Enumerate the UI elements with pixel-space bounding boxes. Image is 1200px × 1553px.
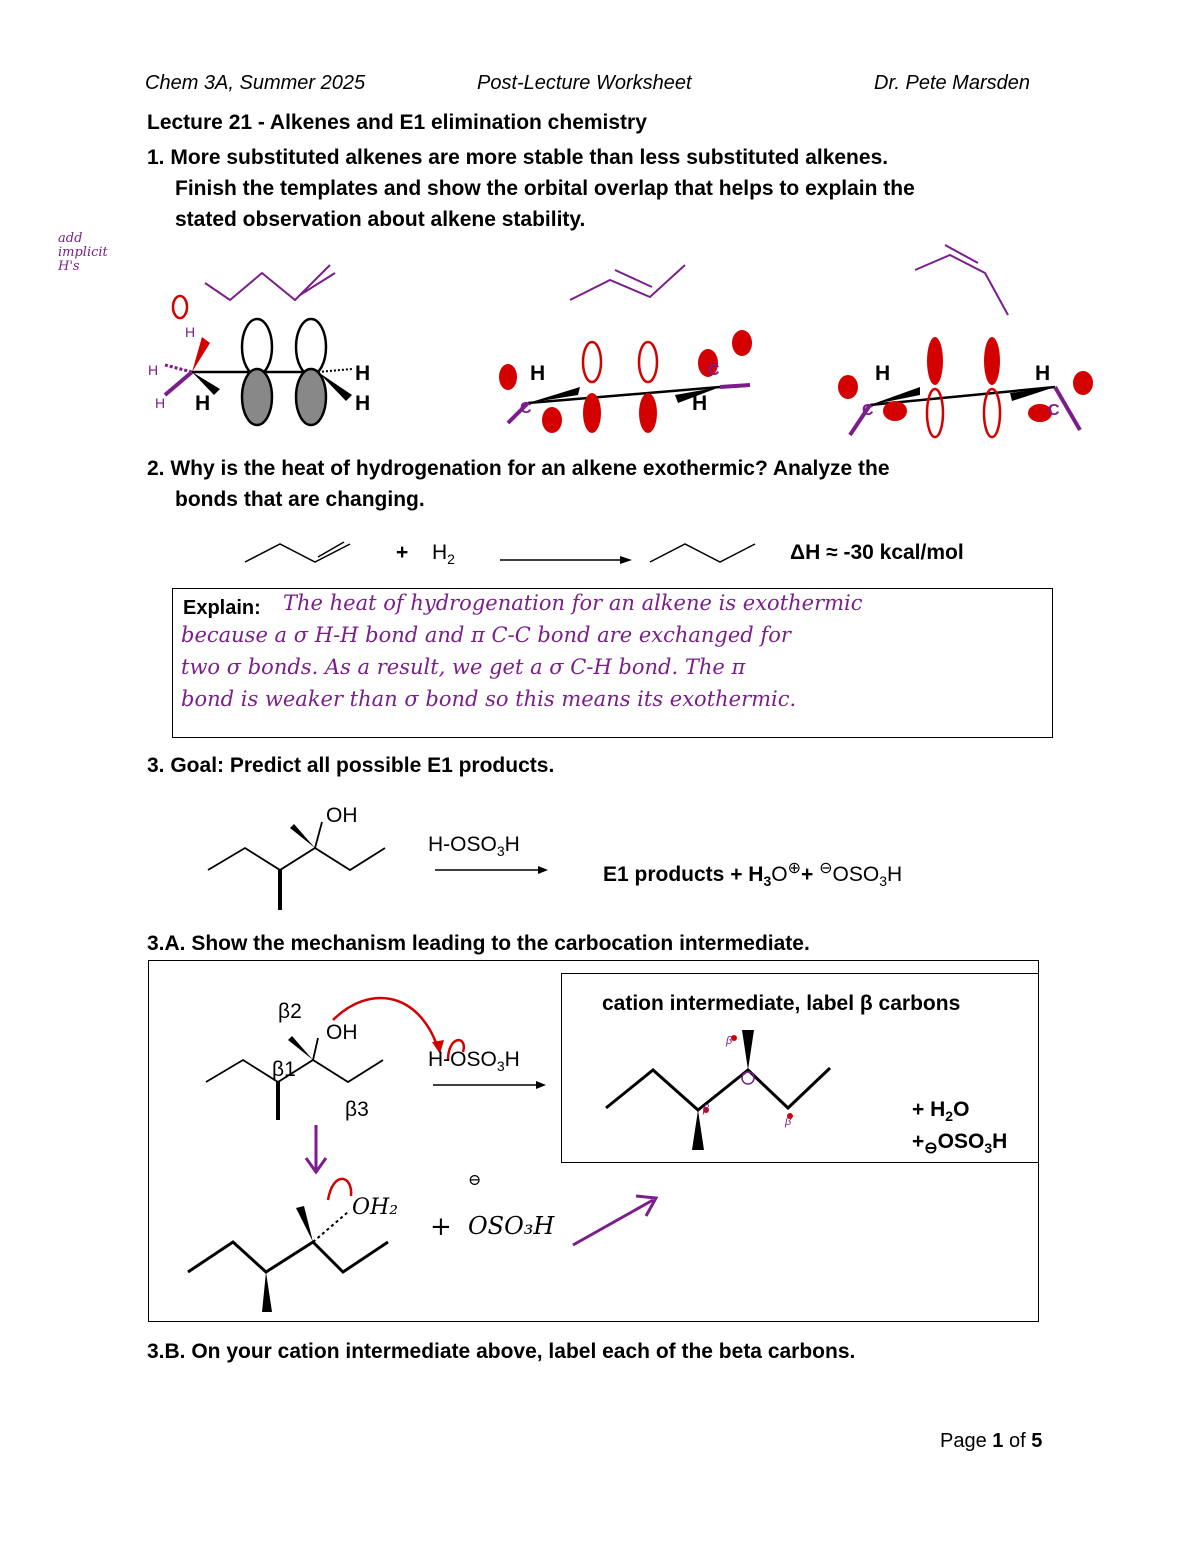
q1-line2: Finish the templates and show the orbital overlap that helps to explain the bbox=[175, 177, 915, 200]
alcohol-structure bbox=[200, 800, 560, 920]
h-label: H bbox=[195, 392, 211, 415]
h-label: H bbox=[875, 362, 891, 385]
svg-text:C: C bbox=[862, 402, 874, 419]
page-number: Page 1 of 5 bbox=[940, 1430, 1043, 1452]
h-label: H bbox=[148, 362, 159, 378]
orbital-diagrams bbox=[130, 225, 1130, 460]
h-label: H bbox=[1035, 362, 1051, 385]
oh-label-mech: OH bbox=[326, 1021, 358, 1044]
beta1-label: β1 bbox=[272, 1058, 296, 1081]
header-instructor: Dr. Pete Marsden bbox=[874, 72, 1030, 94]
q1-line3: stated observation about alkene stability. bbox=[175, 208, 586, 231]
delta-h: ΔH ≈ -30 kcal/mol bbox=[790, 541, 964, 564]
beta3-label: β3 bbox=[345, 1098, 369, 1121]
svg-text:C: C bbox=[708, 362, 720, 379]
margin-note: add implicit H's bbox=[58, 231, 108, 274]
hand-oso3h: OSO₃H bbox=[468, 1212, 555, 1240]
products-label: E1 products + $H_3O^\oplus+ ^⊖OSO_3H$ bbox=[603, 860, 903, 890]
h-label: H bbox=[155, 395, 166, 411]
hydrogenation-scheme bbox=[240, 530, 760, 575]
header-worksheet: Post-Lecture Worksheet bbox=[477, 72, 692, 94]
beta-mark: β bbox=[726, 1035, 733, 1047]
h-label: H bbox=[355, 362, 371, 385]
svg-text:C: C bbox=[1048, 402, 1060, 419]
beta-mark: β bbox=[703, 1103, 710, 1115]
h-label: H bbox=[185, 324, 196, 340]
svg-text:C: C bbox=[520, 400, 532, 417]
beta2-label: β2 bbox=[278, 1000, 302, 1023]
h-label: H bbox=[355, 392, 371, 415]
answer-line: bond is weaker than σ bond so this means its exothermic. bbox=[181, 687, 797, 711]
water-label: + $H_2O$ bbox=[912, 1098, 970, 1125]
page-title: Lecture 21 - Alkenes and E1 elimination chemistry bbox=[147, 111, 647, 134]
reagent-label: $H-OSO_3H$ bbox=[428, 833, 520, 860]
orbital-diagram-2 bbox=[499, 265, 752, 433]
q1-line1: 1. More substituted alkenes are more stable than less substituted alkenes. bbox=[147, 146, 889, 169]
answer-line: The heat of hydrogenation for an alkene is exothermic bbox=[283, 591, 863, 615]
cation-label: cation intermediate, label β carbons bbox=[602, 992, 961, 1015]
orbital-diagram-3 bbox=[838, 245, 1093, 437]
explain-label: Explain: bbox=[183, 597, 261, 619]
q3-goal: 3. Goal: Predict all possible E1 products. bbox=[147, 754, 555, 777]
reagent-label-mech: $H-OSO_3H$ bbox=[428, 1048, 520, 1075]
q3b-prompt: 3.B. On your cation intermediate above, label each of the beta carbons. bbox=[147, 1340, 856, 1363]
header-course: Chem 3A, Summer 2025 bbox=[145, 72, 366, 94]
oh-label: OH bbox=[326, 804, 358, 827]
answer-line: two σ bonds. As a result, we get a σ C-H bond. The π bbox=[181, 655, 746, 679]
explain-box bbox=[172, 588, 1053, 738]
q2-plus: + bbox=[396, 541, 409, 564]
bisulfate-label: $+_⊖OSO_3H$ bbox=[912, 1130, 1008, 1158]
q2-reagent: $H_2$ bbox=[432, 541, 455, 568]
hand-plus: + bbox=[430, 1212, 452, 1242]
q2-line2: bonds that are changing. bbox=[175, 488, 425, 511]
q2-line1: 2. Why is the heat of hydrogenation for an alkene exothermic? Analyze the bbox=[147, 457, 890, 480]
beta-mark: β bbox=[785, 1116, 792, 1128]
answer-line: because a σ H-H bond and π C-C bond are exchanged for bbox=[181, 623, 791, 647]
orbital-diagram-1 bbox=[148, 265, 370, 425]
h-label: H bbox=[692, 392, 708, 415]
hand-oh2: OH₂ bbox=[352, 1195, 399, 1220]
h-label: H bbox=[530, 362, 546, 385]
hand-minus: ⊖ bbox=[468, 1170, 482, 1189]
q3a-prompt: 3.A. Show the mechanism leading to the carbocation intermediate. bbox=[147, 932, 810, 955]
